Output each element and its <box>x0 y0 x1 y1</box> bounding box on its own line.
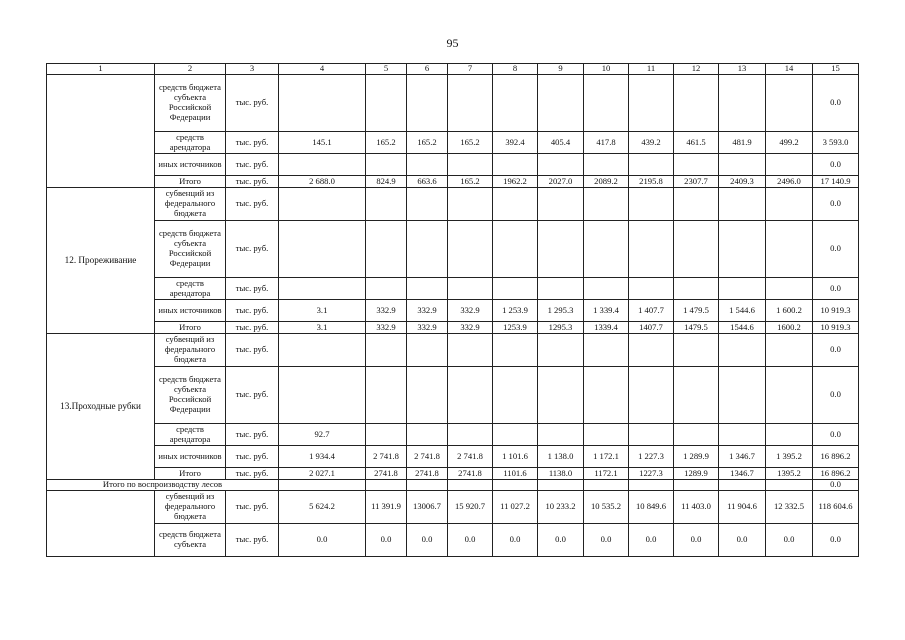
year-value <box>629 154 674 176</box>
year-value <box>584 188 629 221</box>
year-value <box>538 367 584 424</box>
year-value: 1 346.7 <box>719 446 766 468</box>
table-row <box>47 490 859 523</box>
table-row <box>47 75 859 132</box>
year-value <box>719 480 766 491</box>
year-value <box>538 188 584 221</box>
funding-source: Итого <box>155 468 226 480</box>
year-value <box>448 367 493 424</box>
row-total: 16 896.2 <box>813 468 859 480</box>
page-number: 95 <box>446 36 459 50</box>
year-value: 5 624.2 <box>279 490 366 523</box>
year-value: 1544.6 <box>719 322 766 334</box>
year-value <box>407 75 448 132</box>
table-row <box>47 221 859 278</box>
year-value <box>674 334 719 367</box>
year-value <box>719 334 766 367</box>
year-value: 1 227.3 <box>629 446 674 468</box>
year-value: 0.0 <box>629 523 674 556</box>
unit: тыс. руб. <box>226 322 279 334</box>
funding-source: иных источников <box>155 446 226 468</box>
year-value <box>674 424 719 446</box>
reforestation-total-label: Итого по воспроизводству лесов <box>47 480 279 491</box>
column-number: 8 <box>493 64 538 75</box>
year-value: 0.0 <box>766 523 813 556</box>
table-row <box>47 322 859 334</box>
year-value: 1 395.2 <box>766 446 813 468</box>
year-value <box>584 480 629 491</box>
year-value <box>538 480 584 491</box>
row-total: 0.0 <box>813 278 859 300</box>
year-value: 2741.8 <box>366 468 407 480</box>
year-value: 10 535.2 <box>584 490 629 523</box>
year-value: 332.9 <box>407 322 448 334</box>
year-value <box>448 278 493 300</box>
year-value: 332.9 <box>448 300 493 322</box>
funding-source: средств арендатора <box>155 424 226 446</box>
row-total: 118 604.6 <box>813 490 859 523</box>
row-total: 10 919.3 <box>813 300 859 322</box>
year-value: 11 403.0 <box>674 490 719 523</box>
year-value <box>366 188 407 221</box>
year-value <box>366 154 407 176</box>
table-row <box>47 278 859 300</box>
year-value: 1 172.1 <box>584 446 629 468</box>
year-value <box>766 367 813 424</box>
financing-table <box>46 63 859 557</box>
year-value <box>766 424 813 446</box>
column-number: 2 <box>155 64 226 75</box>
unit: тыс. руб. <box>226 176 279 188</box>
year-value <box>766 278 813 300</box>
year-value: 332.9 <box>448 322 493 334</box>
year-value <box>366 480 407 491</box>
year-value: 2409.3 <box>719 176 766 188</box>
year-value: 1600.2 <box>766 322 813 334</box>
unit: тыс. руб. <box>226 468 279 480</box>
table-row <box>47 334 859 367</box>
year-value: 2 688.0 <box>279 176 366 188</box>
year-value <box>584 424 629 446</box>
column-number: 3 <box>226 64 279 75</box>
year-value: 92.7 <box>279 424 366 446</box>
unit: тыс. руб. <box>226 334 279 367</box>
column-number: 11 <box>629 64 674 75</box>
year-value <box>366 75 407 132</box>
year-value: 0.0 <box>538 523 584 556</box>
year-value <box>766 221 813 278</box>
column-number: 13 <box>719 64 766 75</box>
row-total: 0.0 <box>813 523 859 556</box>
row-total: 0.0 <box>813 367 859 424</box>
year-value <box>279 221 366 278</box>
funding-source: субвенций из федерального бюджета <box>155 334 226 367</box>
year-value: 0.0 <box>674 523 719 556</box>
table-body <box>47 64 859 557</box>
year-value: 145.1 <box>279 132 366 154</box>
year-value: 2307.7 <box>674 176 719 188</box>
column-number: 6 <box>407 64 448 75</box>
column-number: 1 <box>47 64 155 75</box>
funding-source: субвенций из федерального бюджета <box>155 490 226 523</box>
year-value <box>366 424 407 446</box>
unit: тыс. руб. <box>226 490 279 523</box>
year-value: 1 339.4 <box>584 300 629 322</box>
year-value <box>719 424 766 446</box>
year-value <box>448 424 493 446</box>
year-value: 3.1 <box>279 300 366 322</box>
year-value <box>538 424 584 446</box>
year-value: 2 027.1 <box>279 468 366 480</box>
year-value: 0.0 <box>407 523 448 556</box>
year-value <box>407 334 448 367</box>
year-value <box>766 480 813 491</box>
year-value: 663.6 <box>407 176 448 188</box>
year-value: 1 600.2 <box>766 300 813 322</box>
year-value: 1295.3 <box>538 322 584 334</box>
year-value <box>448 188 493 221</box>
funding-source: иных источников <box>155 300 226 322</box>
year-value <box>674 367 719 424</box>
unit: тыс. руб. <box>226 523 279 556</box>
year-value <box>538 154 584 176</box>
year-value: 0.0 <box>719 523 766 556</box>
year-value <box>719 278 766 300</box>
activity-name: 12. Прореживание <box>47 188 155 334</box>
year-value: 165.2 <box>448 176 493 188</box>
year-value <box>766 334 813 367</box>
column-number: 4 <box>279 64 366 75</box>
row-total: 10 919.3 <box>813 322 859 334</box>
year-value <box>584 75 629 132</box>
year-value <box>407 221 448 278</box>
year-value: 1962.2 <box>493 176 538 188</box>
year-value <box>407 278 448 300</box>
year-value <box>448 154 493 176</box>
row-total: 0.0 <box>813 480 859 491</box>
year-value <box>538 278 584 300</box>
table-row <box>47 446 859 468</box>
table-row <box>47 188 859 221</box>
year-value <box>584 278 629 300</box>
funding-source: иных источников <box>155 154 226 176</box>
unit: тыс. руб. <box>226 132 279 154</box>
activity-name <box>47 490 155 556</box>
year-value <box>279 367 366 424</box>
year-value <box>538 221 584 278</box>
year-value: 1 544.6 <box>719 300 766 322</box>
year-value <box>448 334 493 367</box>
year-value: 1 101.6 <box>493 446 538 468</box>
table-row <box>47 424 859 446</box>
year-value: 1101.6 <box>493 468 538 480</box>
year-value <box>407 424 448 446</box>
year-value <box>493 154 538 176</box>
reforestation-total-row <box>47 480 859 491</box>
unit: тыс. руб. <box>226 221 279 278</box>
unit: тыс. руб. <box>226 446 279 468</box>
year-value <box>629 75 674 132</box>
year-value <box>584 154 629 176</box>
year-value <box>629 367 674 424</box>
year-value <box>407 154 448 176</box>
year-value <box>674 188 719 221</box>
column-number: 14 <box>766 64 813 75</box>
year-value <box>719 154 766 176</box>
year-value: 1253.9 <box>493 322 538 334</box>
year-value <box>584 367 629 424</box>
year-value <box>719 221 766 278</box>
year-value: 332.9 <box>366 322 407 334</box>
year-value: 332.9 <box>407 300 448 322</box>
year-value: 0.0 <box>584 523 629 556</box>
funding-source: Итого <box>155 322 226 334</box>
row-total: 0.0 <box>813 334 859 367</box>
year-value <box>407 367 448 424</box>
unit: тыс. руб. <box>226 75 279 132</box>
row-total: 0.0 <box>813 75 859 132</box>
year-value <box>674 154 719 176</box>
year-value: 1346.7 <box>719 468 766 480</box>
unit: тыс. руб. <box>226 278 279 300</box>
year-value: 2089.2 <box>584 176 629 188</box>
year-value: 165.2 <box>448 132 493 154</box>
funding-source: средств арендатора <box>155 132 226 154</box>
year-value <box>366 278 407 300</box>
year-value: 2 741.8 <box>366 446 407 468</box>
year-value <box>766 75 813 132</box>
year-value: 1 407.7 <box>629 300 674 322</box>
row-total: 0.0 <box>813 188 859 221</box>
funding-source: средств бюджета субъекта Российской Федерации <box>155 221 226 278</box>
year-value <box>674 278 719 300</box>
year-value <box>493 278 538 300</box>
year-value: 2195.8 <box>629 176 674 188</box>
year-value <box>674 75 719 132</box>
unit: тыс. руб. <box>226 154 279 176</box>
funding-source: средств бюджета субъекта <box>155 523 226 556</box>
year-value: 1289.9 <box>674 468 719 480</box>
row-total: 3 593.0 <box>813 132 859 154</box>
year-value: 15 920.7 <box>448 490 493 523</box>
year-value: 3.1 <box>279 322 366 334</box>
year-value: 461.5 <box>674 132 719 154</box>
year-value <box>279 75 366 132</box>
year-value: 1479.5 <box>674 322 719 334</box>
table-row <box>47 132 859 154</box>
year-value <box>493 480 538 491</box>
year-value <box>766 188 813 221</box>
year-value: 824.9 <box>366 176 407 188</box>
year-value <box>629 278 674 300</box>
table-row <box>47 523 859 556</box>
year-value: 2 741.8 <box>448 446 493 468</box>
year-value <box>448 480 493 491</box>
column-number: 9 <box>538 64 584 75</box>
year-value: 1339.4 <box>584 322 629 334</box>
year-value: 0.0 <box>448 523 493 556</box>
year-value: 1227.3 <box>629 468 674 480</box>
year-value <box>629 221 674 278</box>
year-value: 11 391.9 <box>366 490 407 523</box>
year-value <box>629 424 674 446</box>
activity-name <box>47 75 155 188</box>
year-value: 405.4 <box>538 132 584 154</box>
year-value <box>493 188 538 221</box>
funding-source: средств арендатора <box>155 278 226 300</box>
year-value <box>584 334 629 367</box>
year-value: 1395.2 <box>766 468 813 480</box>
row-total: 0.0 <box>813 424 859 446</box>
year-value <box>584 221 629 278</box>
year-value <box>448 221 493 278</box>
year-value: 1407.7 <box>629 322 674 334</box>
year-value <box>538 75 584 132</box>
unit: тыс. руб. <box>226 300 279 322</box>
year-value <box>279 278 366 300</box>
row-total: 17 140.9 <box>813 176 859 188</box>
table-row <box>47 176 859 188</box>
row-total: 0.0 <box>813 154 859 176</box>
year-value <box>407 480 448 491</box>
year-value: 499.2 <box>766 132 813 154</box>
year-value: 332.9 <box>366 300 407 322</box>
year-value <box>629 480 674 491</box>
year-value: 10 849.6 <box>629 490 674 523</box>
year-value: 1 289.9 <box>674 446 719 468</box>
row-total: 16 896.2 <box>813 446 859 468</box>
year-value <box>366 334 407 367</box>
year-value <box>629 188 674 221</box>
unit: тыс. руб. <box>226 188 279 221</box>
year-value: 1138.0 <box>538 468 584 480</box>
funding-source: средств бюджета субъекта Российской Федерации <box>155 75 226 132</box>
year-value: 0.0 <box>279 523 366 556</box>
year-value: 1 138.0 <box>538 446 584 468</box>
column-number: 5 <box>366 64 407 75</box>
year-value <box>674 480 719 491</box>
year-value <box>719 188 766 221</box>
year-value: 1 253.9 <box>493 300 538 322</box>
year-value <box>407 188 448 221</box>
year-value: 417.8 <box>584 132 629 154</box>
year-value: 2741.8 <box>448 468 493 480</box>
year-value: 392.4 <box>493 132 538 154</box>
year-value: 481.9 <box>719 132 766 154</box>
year-value <box>719 75 766 132</box>
year-value <box>493 334 538 367</box>
year-value: 1 934.4 <box>279 446 366 468</box>
table-row <box>47 154 859 176</box>
year-value: 0.0 <box>366 523 407 556</box>
funding-source: субвенций из федерального бюджета <box>155 188 226 221</box>
year-value <box>279 188 366 221</box>
year-value: 439.2 <box>629 132 674 154</box>
year-value: 165.2 <box>366 132 407 154</box>
year-value: 10 233.2 <box>538 490 584 523</box>
funding-source: Итого <box>155 176 226 188</box>
year-value <box>493 221 538 278</box>
column-number-row <box>47 64 859 75</box>
table-row <box>47 367 859 424</box>
year-value <box>538 334 584 367</box>
row-total: 0.0 <box>813 221 859 278</box>
table-row <box>47 468 859 480</box>
year-value: 12 332.5 <box>766 490 813 523</box>
year-value <box>629 334 674 367</box>
year-value: 2 741.8 <box>407 446 448 468</box>
year-value <box>719 367 766 424</box>
year-value: 0.0 <box>493 523 538 556</box>
column-number: 12 <box>674 64 719 75</box>
year-value: 2741.8 <box>407 468 448 480</box>
year-value: 165.2 <box>407 132 448 154</box>
year-value <box>279 154 366 176</box>
year-value: 2027.0 <box>538 176 584 188</box>
year-value <box>493 367 538 424</box>
unit: тыс. руб. <box>226 367 279 424</box>
unit: тыс. руб. <box>226 424 279 446</box>
column-number: 15 <box>813 64 859 75</box>
year-value: 1 479.5 <box>674 300 719 322</box>
column-number: 7 <box>448 64 493 75</box>
year-value <box>493 75 538 132</box>
year-value: 11 027.2 <box>493 490 538 523</box>
year-value <box>674 221 719 278</box>
activity-name: 13.Проходные рубки <box>47 334 155 480</box>
year-value: 13006.7 <box>407 490 448 523</box>
year-value <box>366 367 407 424</box>
year-value <box>766 154 813 176</box>
year-value <box>366 221 407 278</box>
year-value <box>448 75 493 132</box>
column-number: 10 <box>584 64 629 75</box>
table-row <box>47 300 859 322</box>
year-value <box>279 480 366 491</box>
year-value: 11 904.6 <box>719 490 766 523</box>
year-value <box>279 334 366 367</box>
year-value <box>493 424 538 446</box>
year-value: 1172.1 <box>584 468 629 480</box>
funding-source: средств бюджета субъекта Российской Федерации <box>155 367 226 424</box>
year-value: 1 295.3 <box>538 300 584 322</box>
year-value: 2496.0 <box>766 176 813 188</box>
